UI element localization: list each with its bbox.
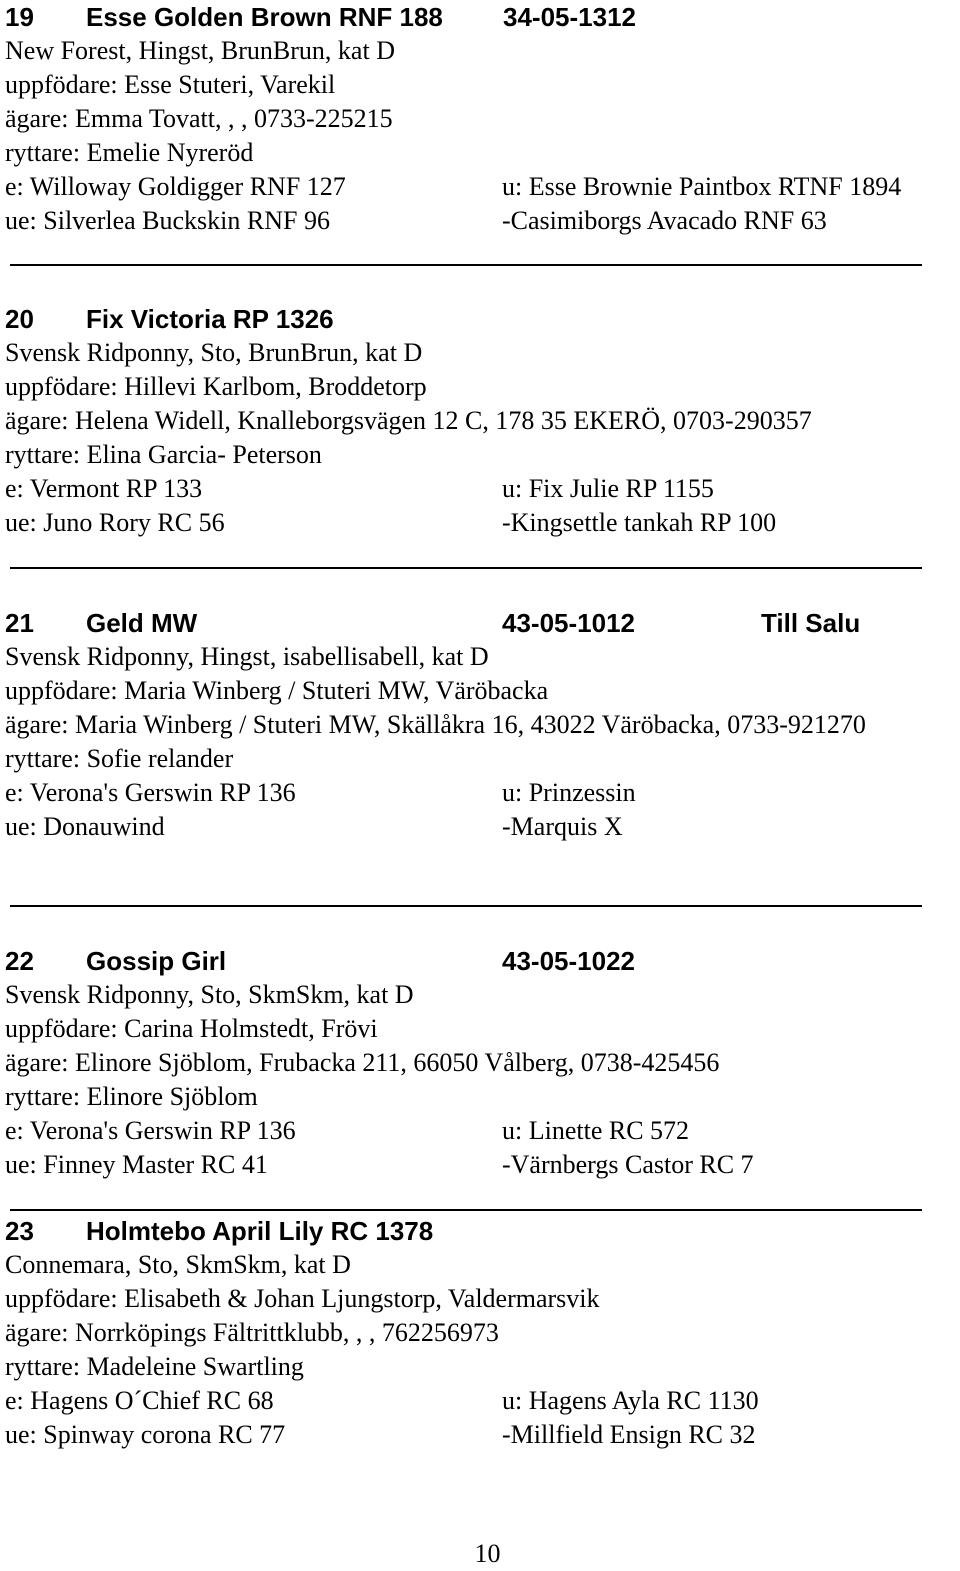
pedigree-row-1 xyxy=(5,1384,955,1418)
entry-number: 21 xyxy=(5,608,34,638)
page-number: 10 xyxy=(474,1539,501,1568)
entry-header xyxy=(5,606,955,640)
breed-line: Svensk Ridponny, Sto, BrunBrun, kat D xyxy=(5,338,423,367)
registration-number: 34-05-1312 xyxy=(503,2,636,32)
divider xyxy=(10,567,922,569)
entry-header xyxy=(5,302,955,336)
rider-line: ryttare: Sofie relander xyxy=(5,744,234,773)
breed-line: Connemara, Sto, SkmSkm, kat D xyxy=(5,1250,351,1279)
rider-line: ryttare: Emelie Nyreröd xyxy=(5,138,254,167)
divider xyxy=(10,264,922,266)
dam: u: Esse Brownie Paintbox RTNF 1894 xyxy=(502,172,902,201)
dam-dam-sire: -Värnbergs Castor RC 7 xyxy=(502,1150,754,1179)
pedigree-row-2 xyxy=(5,204,955,238)
entry-header xyxy=(5,1214,955,1248)
dam-dam-sire: -Marquis X xyxy=(502,812,623,841)
entry-21 xyxy=(5,606,955,844)
pedigree-row-2 xyxy=(5,1148,955,1182)
dam-sire: ue: Finney Master RC 41 xyxy=(5,1150,268,1179)
breeder-line: uppfödare: Esse Stuteri, Varekil xyxy=(5,70,336,99)
horse-name: Gossip Girl xyxy=(86,946,227,976)
rider-line: ryttare: Elinore Sjöblom xyxy=(5,1082,258,1111)
pedigree-row-1 xyxy=(5,170,955,204)
breeder-line: uppfödare: Carina Holmstedt, Frövi xyxy=(5,1014,378,1043)
entry-number: 20 xyxy=(5,304,34,334)
pedigree-row-2 xyxy=(5,810,955,844)
divider xyxy=(10,905,922,907)
dam-dam-sire: -Kingsettle tankah RP 100 xyxy=(502,508,777,537)
dam-sire: ue: Donauwind xyxy=(5,812,165,841)
sire: e: Willoway Goldigger RNF 127 xyxy=(5,172,346,201)
owner-line: ägare: Elinore Sjöblom, Frubacka 211, 66050 Vålberg, 0738-425456 xyxy=(5,1048,720,1077)
dam: u: Hagens Ayla RC 1130 xyxy=(502,1386,759,1415)
rider-line: ryttare: Madeleine Swartling xyxy=(5,1352,304,1381)
horse-name: Geld MW xyxy=(86,608,198,638)
entry-22 xyxy=(5,944,955,1182)
owner-line: ägare: Norrköpings Fältrittklubb, , , 762256973 xyxy=(5,1318,499,1347)
dam-dam-sire: -Millfield Ensign RC 32 xyxy=(502,1420,756,1449)
horse-name: Fix Victoria RP 1326 xyxy=(86,304,334,334)
pedigree-row-1 xyxy=(5,472,955,506)
entry-23 xyxy=(5,1214,955,1452)
entry-header xyxy=(5,944,955,978)
registration-number: 43-05-1012 xyxy=(502,608,635,638)
entry-number: 22 xyxy=(5,946,34,976)
dam: u: Prinzessin xyxy=(502,778,636,807)
owner-line: ägare: Maria Winberg / Stuteri MW, Skällåkra 16, 43022 Väröbacka, 0733-921270 xyxy=(5,710,866,739)
breed-line: Svensk Ridponny, Sto, SkmSkm, kat D xyxy=(5,980,414,1009)
sire: e: Hagens O´Chief RC 68 xyxy=(5,1386,274,1415)
pedigree-row-2 xyxy=(5,1418,955,1452)
entry-number: 23 xyxy=(5,1216,34,1246)
entry-20 xyxy=(5,302,955,540)
horse-name: Esse Golden Brown RNF 188 xyxy=(86,2,443,32)
entry-19 xyxy=(5,0,955,238)
breeder-line: uppfödare: Elisabeth & Johan Ljungstorp, Valdermarsvik xyxy=(5,1284,600,1313)
registration-number: 43-05-1022 xyxy=(502,946,635,976)
breeder-line: uppfödare: Maria Winberg / Stuteri MW, Väröbacka xyxy=(5,676,549,705)
dam: u: Linette RC 572 xyxy=(502,1116,690,1145)
pedigree-row-2 xyxy=(5,506,955,540)
owner-line: ägare: Emma Tovatt, , , 0733-225215 xyxy=(5,104,393,133)
divider xyxy=(10,1209,922,1211)
dam-sire: ue: Juno Rory RC 56 xyxy=(5,508,225,537)
dam: u: Fix Julie RP 1155 xyxy=(502,474,714,503)
dam-sire: ue: Spinway corona RC 77 xyxy=(5,1420,286,1449)
sire: e: Vermont RP 133 xyxy=(5,474,203,503)
pedigree-row-1 xyxy=(5,1114,955,1148)
owner-line: ägare: Helena Widell, Knalleborgsvägen 12 C, 178 35 EKERÖ, 0703-290357 xyxy=(5,406,812,435)
entry-number: 19 xyxy=(5,2,34,32)
pedigree-row-1 xyxy=(5,776,955,810)
breed-line: Svensk Ridponny, Hingst, isabellisabell, kat D xyxy=(5,642,489,671)
sire: e: Verona's Gerswin RP 136 xyxy=(5,778,296,807)
breed-line: New Forest, Hingst, BrunBrun, kat D xyxy=(5,36,395,65)
sire: e: Verona's Gerswin RP 136 xyxy=(5,1116,296,1145)
horse-name: Holmtebo April Lily RC 1378 xyxy=(86,1216,434,1246)
for-sale-label: Till Salu xyxy=(761,608,861,638)
dam-sire: ue: Silverlea Buckskin RNF 96 xyxy=(5,206,330,235)
entry-header xyxy=(5,0,955,34)
breeder-line: uppfödare: Hillevi Karlbom, Broddetorp xyxy=(5,372,427,401)
rider-line: ryttare: Elina Garcia- Peterson xyxy=(5,440,322,469)
dam-dam-sire: -Casimiborgs Avacado RNF 63 xyxy=(502,206,827,235)
